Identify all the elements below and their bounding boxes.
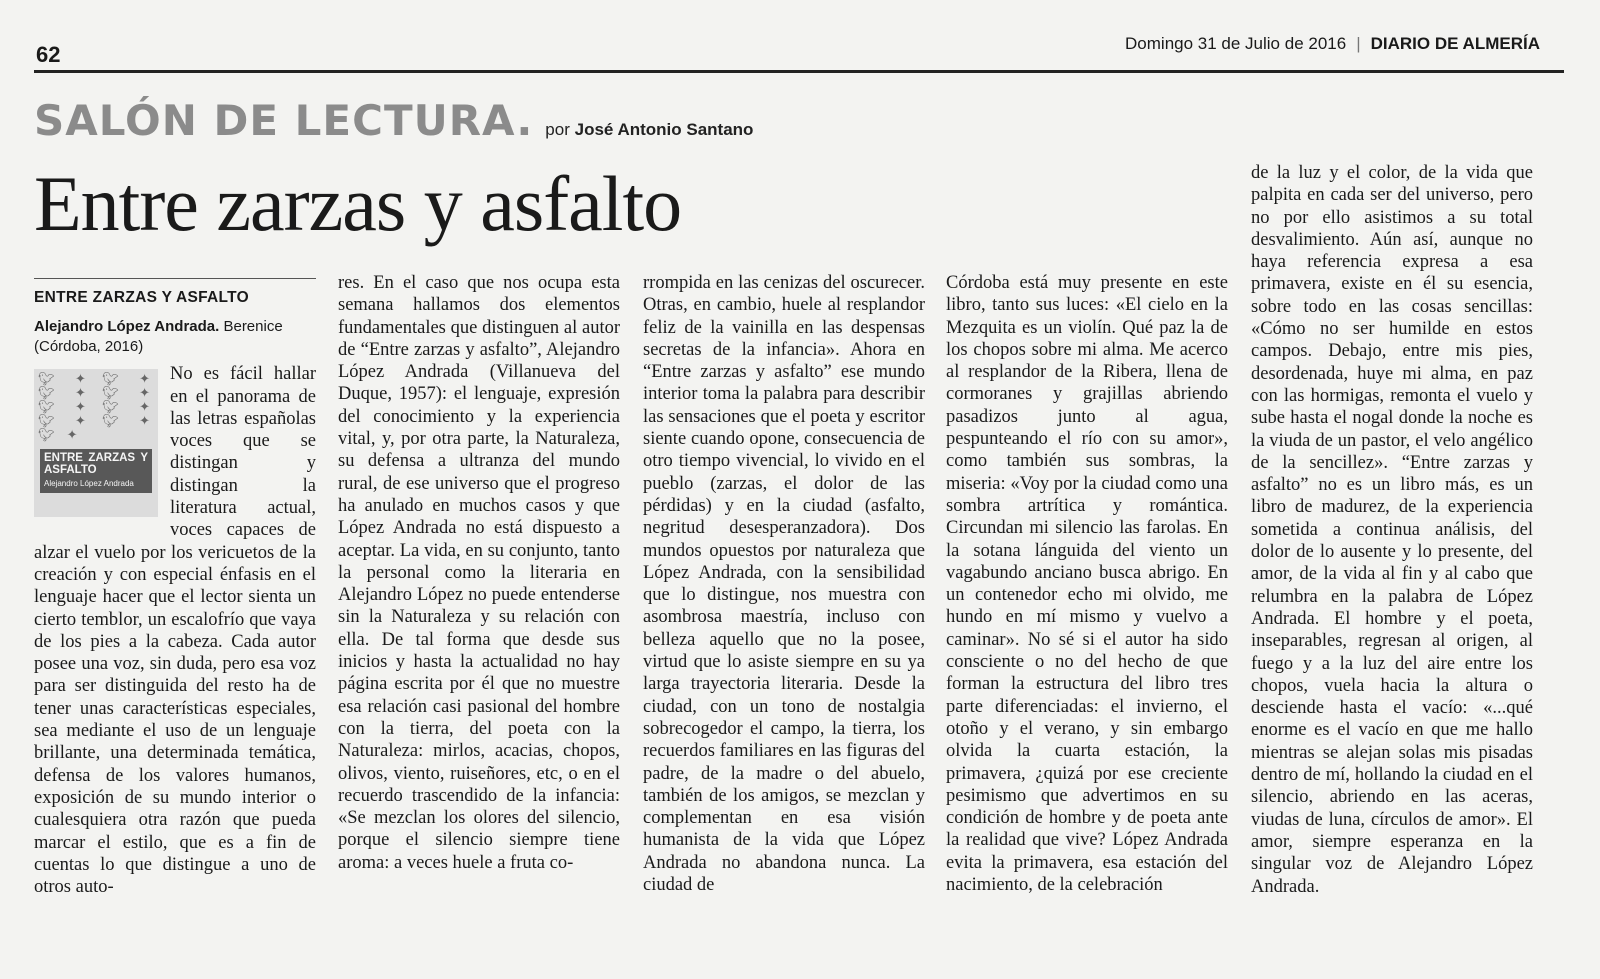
book-cover-image — [34, 369, 158, 517]
article-column-1 — [34, 278, 316, 898]
column-text: No es fácil hallar en el panorama de las letras españolas voces que se distingan y distingan la literatura actual, voces capaces de alzar el vuelo por los vericuetos de la creación y con especial énfasis en el lenguaje hacer que el lector sienta un cierto temblor, un escalofrío que vaya de los pies a la cabeza. Cada autor posee una voz, sin duda, pero esa voz para ser distinguida del resto ha de tener unas características especiales, sea mediante el uso de un lenguaje brillante, una determinada temática, defensa de los valores humanos, exposición de su mundo interior o cualesquiera otra razón que pueda marcar el estilo, que es a fin de cuentas lo que distingue a uno de otros auto- — [34, 364, 316, 898]
article-column-2 — [338, 272, 620, 874]
book-info-rule — [34, 278, 316, 279]
masthead — [1125, 34, 1540, 54]
article-column-4 — [946, 272, 1228, 896]
book-cover-band — [40, 449, 152, 493]
column-text: rrompida en las cenizas del oscurecer. Otras, en cambio, huele al resplandor feliz de la vainilla en las despensas secretas de la infancia». Ahora en “Entre zarzas y asfalto” ese mundo interior toma la palabra para describir las sensaciones que el poeta y escritor siente cuando opone, consecuencia de otro tiempo vivencial, lo vivido en el pueblo (zarzas, el dolor de las pérdidas) y en la ciudad (asfalto, negritud desesperanzadora). Dos mundos opuestos por naturaleza que López Andrada, con la sensibilidad que lo distingue, nos muestra con asombrosa maestría, incluso con belleza aquello que no la posee, virtud que lo asiste siempre en su ya larga trayectoria literaria. Desde la ciudad, con un tono de nostalgia sobrecogedor el campo, la tierra, los recuerdos familiares en las figuras del padre, de la madre o del abuelo, también de los amigos, se mezclan y complementan en esa visión humanista de la vida que López Andrada no abandona nunca. La ciudad de — [643, 273, 925, 896]
page-number: 62 — [36, 42, 61, 67]
issue-date: Domingo 31 de Julio de 2016 — [1125, 34, 1347, 53]
byline-prefix: por — [545, 120, 570, 139]
byline — [545, 120, 753, 140]
book-title: ENTRE ZARZAS Y ASFALTO — [34, 289, 250, 306]
section-header — [34, 96, 753, 145]
book-author: Alejandro López Andrada. — [34, 318, 220, 336]
article-column-3 — [643, 272, 925, 896]
article-headline: Entre zarzas y asfalto — [34, 160, 682, 247]
book-publisher: Berenice (Córdoba, 2016) — [34, 318, 283, 356]
cover-title: ENTRE ZARZAS Y ASFALTO — [44, 452, 148, 477]
column-text: de la luz y el color, de la vida que palpita en cada ser del universo, pero no por ello asistimos a su total desvalimiento. Aún así, aunque no haya referencia expresa a esa primavera, existe en él su esencia, sobre todo en las cosas sencillas: «Cómo no ser humilde en estos campos. Debajo, entre mis pies, desordenada, huye mi alma, en paz con las hormigas, remonta el vuelo y sube hasta el nogal donde la noche es la viuda de un pastor, el velo angélico de la sencillez». “Entre zarzas y asfalto” no es un libro más, es un libro de madurez, de la experiencia sometida a continua análisis, del dolor de lo ausente y lo presente, del amor, de la vida al fin y al cabo que relumbra en la palabra de López Andrada. El hombre y el poeta, inseparables, regresan al origen, al fuego y a la luz del aire entre los chopos, vuela hacia la altura o desciende hasta el vacío: «...qué enorme es el vacío en que me hallo mientras se alejan solas mis pisadas dentro de mí, hollando la ciudad en el silencio, abriendo en las aceras, viudas de luna, círculos de amor». El amor, siempre esperanza en la singular voz de Alejandro López Andrada. — [1251, 163, 1533, 897]
byline-author: José Antonio Santano — [574, 120, 754, 139]
bird-pattern-icon: 🐦︎ ✦ 🐦︎ ✦ 🐦︎ ✦ 🐦︎ ✦ 🐦︎ ✦ 🐦︎ ✦ 🐦︎ ✦ 🐦︎ ✦ 🐦︎ ✦ — [38, 372, 154, 444]
header-rule — [34, 70, 1564, 73]
newspaper-name: DIARIO DE ALMERÍA — [1370, 34, 1540, 53]
column-text: Córdoba está muy presente en este libro, tanto sus luces: «El cielo en la Mezquita es un violín. Qué paz la de los chopos sobre mi alma. Me acerco al resplandor de la Ribera, llena de cormoranes y grajillas abriendo pasadizos junto al agua, pespunteando el río con su amor», como también sus sombras, la miseria: «Voy por la ciudad como una sombra artrítica y romántica. Circundan mi silencio las farolas. En la sotana lánguida del viento un vagabundo anciano busca abrigo. En un contenedor echo mi olvido, me hundo en mí mismo y vuelvo a caminar». No sé si el autor ha sido consciente o no del hecho de que forman la estructura del libro tres parte diferenciadas: el invierno, el otoño y el verano, y sin embargo olvida la cuarta estación, la primavera, ¿quizá por ese creciente pesimismo que advertimos en su condición de hombre y de poeta ante la realidad que vive? López Andrada evita la primavera, esa estación del nacimiento, de la celebración — [946, 273, 1228, 896]
masthead-separator: | — [1356, 34, 1361, 53]
article-column-5 — [1251, 162, 1533, 898]
section-title: SALÓN DE LECTURA. — [34, 96, 534, 145]
cover-author: Alejandro López Andrada — [44, 479, 134, 489]
book-credits — [34, 317, 316, 357]
column-text: res. En el caso que nos ocupa esta semana hallamos dos elementos fundamentales que distinguen al autor de “Entre zarzas y asfalto”, Alejandro López Andrada (Villanueva del Duque, 1957): el lenguaje, expresión del conocimiento y la experiencia vital, y, por otra parte, la Naturaleza, su defensa a ultranza del mundo rural, de ese universo que el progreso ha anulado en muchos casos y que López Andrada no está dispuesto a aceptar. La vida, en su conjunto, tanto la personal como la literaria en Alejandro López no puede entenderse sin la Naturaleza y su relación con ella. De tal forma que desde sus inicios y hasta la actualidad no hay página escrita por él que no muestre esa relación casi pasional del hombre con la tierra, del poeta con la Naturaleza: mirlos, acacias, chopos, olivos, viento, ruiseñores, etc, o en el recuerdo trascendido de la infancia: «Se mezclan los olores del silencio, porque el silencio siempre tiene aroma: a veces huele a fruta co- — [338, 273, 620, 873]
